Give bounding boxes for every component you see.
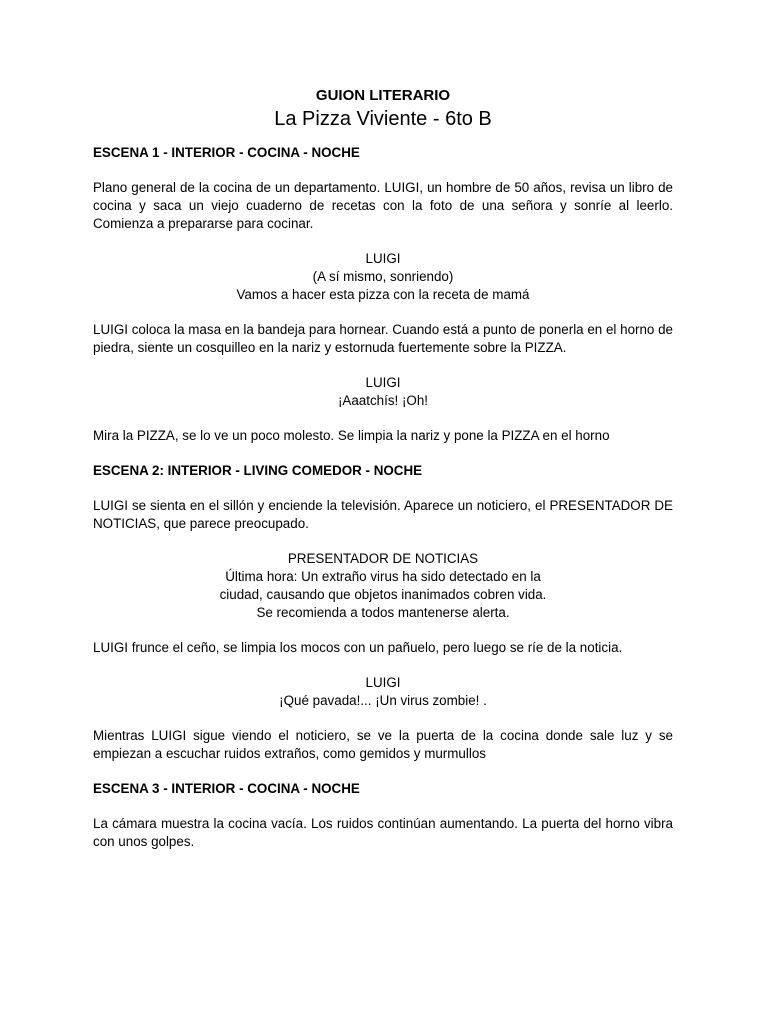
scene-heading: ESCENA 1 - INTERIOR - COCINA - NOCHE xyxy=(93,145,360,160)
document-type-label: GUION LITERARIO xyxy=(315,87,451,104)
dialogue-block xyxy=(93,374,673,410)
dialogue-block xyxy=(93,250,673,304)
dialogue-line: ciudad, causando que objetos inanimados cobren vida. xyxy=(219,587,547,602)
action-paragraph: Plano general de la cocina de un departamento. LUIGI, un hombre de 50 años, revisa un libro de cocina y saca un viejo cuaderno de recetas con la foto de una señora y sonríe al leerlo. Comienza a prepararse para cocinar. xyxy=(93,180,673,231)
action-paragraph: La cámara muestra la cocina vacía. Los ruidos continúan aumentando. La puerta del horno vibra con unos golpes. xyxy=(93,816,673,849)
action-paragraph: Mira la PIZZA, se lo ve un poco molesto. Se limpia la nariz y pone la PIZZA en el horno xyxy=(93,428,610,443)
dialogue-line: Vamos a hacer esta pizza con la receta de mamá xyxy=(236,287,530,302)
scene-heading: ESCENA 3 - INTERIOR - COCINA - NOCHE xyxy=(93,781,360,796)
action-paragraph: LUIGI frunce el ceño, se limpia los mocos con un pañuelo, pero luego se ríe de la noticia. xyxy=(93,640,623,655)
dialogue-line: ¡Qué pavada!... ¡Un virus zombie! . xyxy=(279,693,487,708)
parenthetical: (A sí mismo, sonriendo) xyxy=(312,269,454,284)
action-paragraph: LUIGI coloca la masa en la bandeja para hornear. Cuando está a punto de ponerla en el horno de piedra, siente un cosquilleo en la nariz y estornuda fuertemente sobre la PIZZA. xyxy=(93,322,673,355)
character-name: PRESENTADOR DE NOTICIAS xyxy=(287,551,479,566)
document-page xyxy=(93,86,673,868)
character-name: LUIGI xyxy=(365,675,401,690)
character-name: LUIGI xyxy=(365,251,401,266)
dialogue-line: Se recomienda a todos mantenerse alerta. xyxy=(256,605,510,620)
scene-heading: ESCENA 2: INTERIOR - LIVING COMEDOR - NOCHE xyxy=(93,463,423,478)
action-paragraph: LUIGI se sienta en el sillón y enciende la televisión. Aparece un noticiero, el PRESENTADOR DE NOTICIAS, que parece preocupado. xyxy=(93,498,673,531)
dialogue-line: Última hora: Un extraño virus ha sido detectado en la xyxy=(225,569,541,584)
dialogue-block xyxy=(93,674,673,710)
document-title: La Pizza Viviente - 6to B xyxy=(274,108,492,130)
dialogue-block xyxy=(93,550,673,622)
action-paragraph: Mientras LUIGI sigue viendo el noticiero, se ve la puerta de la cocina donde sale luz y se empiezan a escuchar ruidos extraños, como gemidos y murmullos xyxy=(93,728,673,761)
character-name: LUIGI xyxy=(365,375,401,390)
dialogue-line: ¡Aaatchís! ¡Oh! xyxy=(337,393,429,408)
